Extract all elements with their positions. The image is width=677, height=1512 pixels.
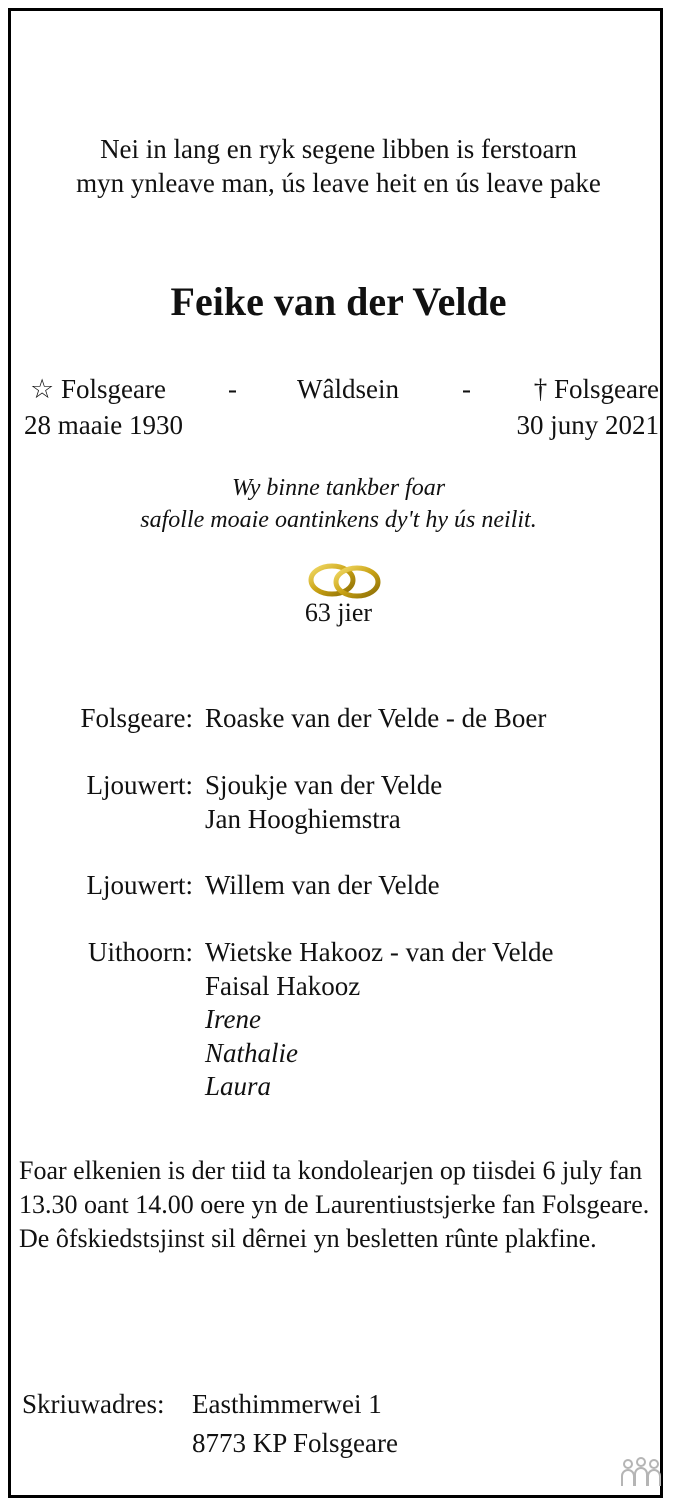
relative-name: Sjoukje van der Velde [205,770,443,800]
grandchild-name: Irene [205,1004,261,1034]
notice-border [8,8,663,1498]
relative-place: Ljouwert: [86,770,193,800]
relative-name: Wietske Hakooz - van der Velde [205,937,554,967]
relative-place: Folsgeare: [80,703,193,733]
birth-date: 28 maaie 1930 [24,410,183,440]
relative-name: Jan Hooghiemstra [205,804,401,834]
separator-1: - [228,374,237,404]
address-label: Skriuwadres: [22,1389,165,1419]
relative-name: Roaske van der Velde - de Boer [205,703,547,733]
wedding-rings-icon [307,560,383,600]
people-group-logo-icon [618,1456,664,1492]
address-street: Easthimmerwei 1 [192,1389,382,1419]
address-postal: 8773 KP Folsgeare [192,1428,398,1458]
deceased-name: Feike van der Velde [170,279,507,324]
marriage-years: 63 jier [304,598,373,627]
quote-line-2: safolle moaie oantinkens dy't hy ús neilit. [140,507,537,533]
condolence-notice: Foar elkenien is der tiid ta kondolearjen op tiisdei 6 july fan 13.30 oant 14.00 oere yn de Laurentiustsjerke fan Folsgeare. De ôfskiedstsjinst sil dêrnei yn besletten rûnte plakfine. [19,1156,650,1253]
relative-place: Ljouwert: [86,870,193,900]
middle-place: Wâldsein [297,374,399,404]
death-date: 30 juny 2021 [516,410,659,440]
intro-line-1: Nei in lang en ryk segene libben is ferstoarn [100,134,577,164]
death-place: † Folsgeare [533,374,659,404]
relative-name: Faisal Hakooz [205,971,361,1001]
intro-line-2: myn ynleave man, ús leave heit en ús leave pake [76,168,601,198]
relative-place: Uithoorn: [88,937,193,967]
relative-name: Willem van der Velde [205,870,440,900]
quote-line-1: Wy binne tankber foar [231,475,446,501]
grandchild-name: Nathalie [205,1038,298,1068]
birth-place: ☆ Folsgeare [30,374,166,404]
separator-2: - [462,374,471,404]
grandchild-name: Laura [205,1071,272,1101]
